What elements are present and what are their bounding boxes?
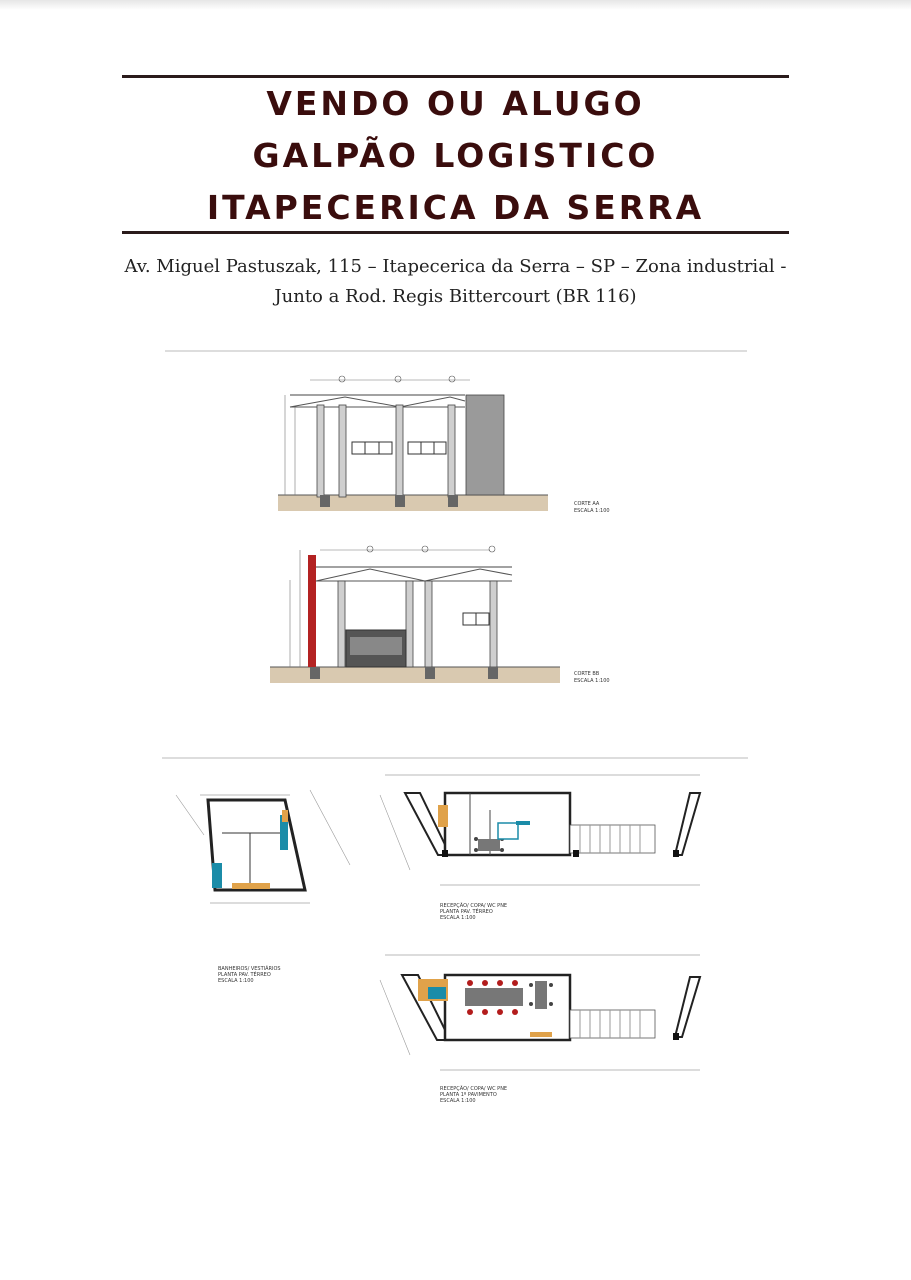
- section-bb-scale: ESCALA 1:100: [574, 678, 610, 684]
- meeting-table: [465, 988, 523, 1006]
- restroom-plan: [176, 790, 350, 984]
- reception-ground-subtitle: PLANTA PAV. TÉRREO: [440, 909, 493, 915]
- section-bb: [270, 546, 610, 684]
- title-line-3: ITAPECERICA DA SERRA: [206, 188, 705, 227]
- reception-first-scale: ESCALA 1:100: [440, 1098, 476, 1104]
- reception-first-title: RECEPÇÃO/ COPA/ WC PNE: [440, 1086, 508, 1092]
- restroom-plan-subtitle: PLANTA PAV. TÉRREO: [218, 972, 271, 978]
- title-line-1: VENDO OU ALUGO: [266, 84, 645, 123]
- restroom-plan-title: BANHEIROS/ VESTIÁRIOS: [218, 966, 281, 972]
- title-bottom-rule: [122, 231, 789, 234]
- restroom-plan-scale: ESCALA 1:100: [218, 978, 254, 984]
- gray-wall: [466, 395, 504, 495]
- section-aa-scale: ESCALA 1:100: [574, 508, 610, 514]
- reception-first-plan: [380, 955, 700, 1104]
- top-edge: [0, 0, 911, 10]
- section-aa-label: CORTE AA: [574, 501, 600, 507]
- reception-ground-scale: ESCALA 1:100: [440, 915, 476, 921]
- section-aa: [278, 376, 610, 514]
- title-top-rule: [122, 75, 789, 78]
- red-wall: [308, 555, 316, 667]
- floor-plans: [160, 755, 750, 1105]
- reception-ground-plan: [380, 775, 700, 921]
- reception-first-subtitle: PLANTA 1º PAVIMENTO: [440, 1092, 497, 1098]
- section-drawings: [160, 345, 750, 725]
- section-bb-label: CORTE BB: [574, 671, 600, 677]
- address-line-1: Av. Miguel Pastuszak, 115 – Itapecerica da Serra – SP – Zona industrial -: [124, 256, 787, 277]
- address-line-2: Junto a Rod. Regis Bittercourt (BR 116): [274, 286, 637, 307]
- reception-ground-title: RECEPÇÃO/ COPA/ WC PNE: [440, 903, 508, 909]
- title-line-2: GALPÃO LOGISTICO: [252, 136, 659, 175]
